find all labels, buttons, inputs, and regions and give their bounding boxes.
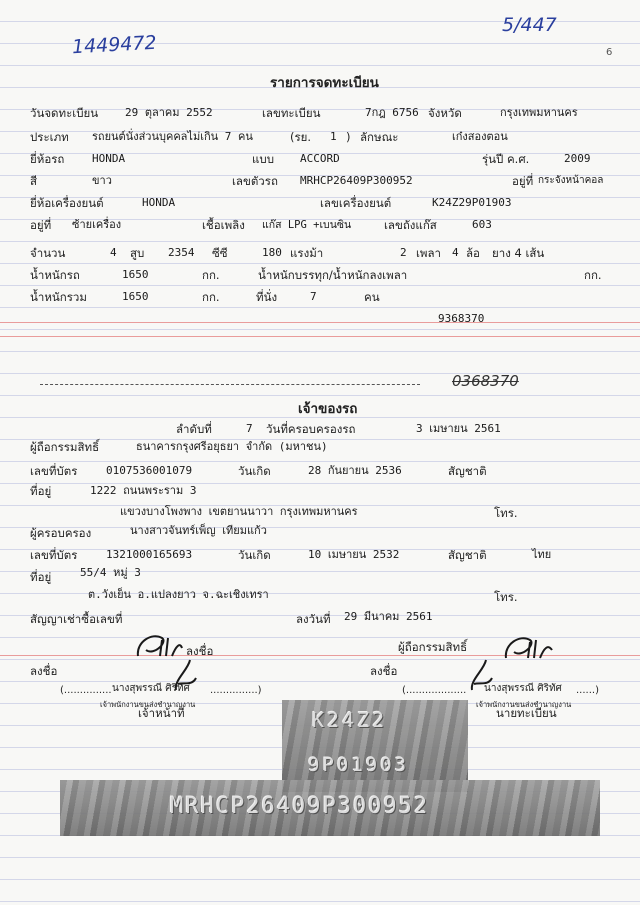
address2-label: ที่อยู่: [30, 570, 52, 584]
engine-no: K24Z29P01903: [432, 196, 512, 209]
seq: 7: [246, 422, 253, 435]
engine-brand: HONDA: [142, 196, 176, 209]
chassis-label: เลขตัวรถ: [232, 174, 278, 188]
red-rule: [0, 336, 640, 337]
possessor: นางสาวจันทร์เพ็ญ เทียมแก้ว: [130, 524, 267, 537]
count: 4: [110, 246, 117, 259]
possess-date: 3 เมษายน 2561: [416, 422, 501, 435]
wheels-label: ล้อ: [466, 246, 480, 260]
document-number: 9368370: [438, 312, 485, 325]
wheels: 4: [452, 246, 459, 259]
engine-no-label: เลขเครื่องยนต์: [320, 196, 392, 210]
rubbing-top-text: K24Z2: [312, 708, 388, 732]
type: รถยนต์นั่งส่วนบุคคลไม่เกิน 7 คน: [92, 130, 253, 143]
red-rule: [0, 322, 640, 323]
kg-unit-3: กก.: [202, 290, 220, 304]
id2-number: 1321000165693: [106, 548, 193, 561]
sign-label-1: ลงชื่อ: [186, 644, 214, 658]
total-weight: 1650: [122, 290, 149, 303]
address2-line-1: 55/4 หมู่ 3: [80, 566, 141, 579]
left-officer-name: นางสุพรรณี ศิริทัศ: [112, 683, 190, 694]
right-officer-caption: เจ้าพนักงานขนส่งชำนาญงาน: [476, 700, 572, 709]
sign-label-2: ลงชื่อ: [30, 664, 58, 678]
left-officer-caption: เจ้าพนักงานขนส่งชำนาญงาน: [100, 700, 196, 709]
tank: 603: [472, 218, 492, 231]
right-sig-paren-close: ......): [576, 685, 599, 696]
color-label: สี: [30, 174, 38, 188]
handwritten-ref: 5/447: [502, 14, 557, 36]
reg-date-label: วันจดทะเบียน: [30, 106, 99, 120]
dob: 28 กันยายน 2536: [308, 464, 402, 477]
rubbing-mid-text: 9P01903: [308, 754, 410, 776]
left-sig-paren-close: ...............): [210, 685, 262, 696]
id-label: เลขที่บัตร: [30, 464, 78, 478]
cc: 2354: [168, 246, 195, 259]
kg-unit: กก.: [202, 268, 220, 282]
load-label: น้ำหนักบรรทุก/น้ำหนักลงเพลา: [258, 268, 408, 282]
tank-label: เลขถังแก๊ส: [384, 218, 437, 232]
holder: ธนาคารกรุงศรีอยุธยา จำกัด (มหาชน): [136, 440, 328, 453]
seats-label: ที่นั่ง: [256, 290, 278, 304]
address2-line-2: ต.วังเย็น อ.แปลงยาว จ.ฉะเชิงเทรา: [88, 588, 269, 601]
cc-label: ซีซี: [212, 246, 228, 260]
dob2: 10 เมษายน 2532: [308, 548, 400, 561]
brand-label: ยี่ห้อรถ: [30, 152, 65, 166]
contract-label: สัญญาเช่าซื้อเลขที่: [30, 612, 123, 626]
right-officer-name: นางสุพรรณี ศิริทัศ: [484, 683, 562, 694]
possess-label: วันที่ครอบครองรถ: [266, 422, 356, 436]
chassis-number-rubbing: [60, 780, 600, 836]
holder-signature-image-2: [500, 628, 556, 668]
left-sig-paren: (...............: [60, 685, 112, 696]
year: 2009: [564, 152, 591, 165]
engine-brand-label: ยี่ห้อเครื่องยนต์: [30, 196, 104, 210]
separator: [40, 384, 420, 385]
id-number: 0107536001079: [106, 464, 193, 477]
tel2-label: โทร.: [494, 590, 518, 604]
address-line-2: แขวงบางโพงพาง เขตยานนาวา กรุงเทพมหานคร: [120, 505, 358, 518]
brand: HONDA: [92, 152, 126, 165]
location: กระจังหน้าคอล: [538, 175, 604, 186]
model: ACCORD: [300, 152, 340, 165]
total-label: น้ำหนักรวม: [30, 290, 87, 304]
location-label: อยู่ที่: [512, 174, 534, 188]
possessor-label: ผู้ครอบครอง: [30, 526, 92, 540]
model-label: แบบ: [252, 152, 275, 166]
address-label: ที่อยู่: [30, 484, 52, 498]
holder-label: ผู้ถือกรรมสิทธิ์: [30, 440, 100, 454]
contract-date: 29 มีนาคม 2561: [344, 610, 433, 623]
tel-label: โทร.: [494, 506, 518, 520]
province: กรุงเทพมหานคร: [500, 106, 578, 119]
seq-label: ลำดับที่: [176, 422, 212, 436]
engine-loc-label: อยู่ที่: [30, 218, 52, 232]
rs-label: (รย.: [290, 130, 312, 144]
handwritten-number: 1449472: [71, 31, 158, 59]
type-label: ประเภท: [30, 130, 69, 144]
nationality-label: สัญชาติ: [448, 464, 487, 478]
tires: ยาง 4 เส้น: [492, 246, 545, 260]
right-sig-paren: (...................: [402, 685, 467, 696]
contract-date-label: ลงวันที่: [296, 612, 331, 626]
struck-number: 0368370: [452, 372, 519, 390]
axle-label: เพลา: [416, 246, 442, 260]
year-label: รุ่นปี ค.ศ.: [482, 152, 530, 166]
address-line-1: 1222 ถนนพระราม 3: [90, 484, 197, 497]
color: ขาว: [92, 174, 112, 187]
owner-title: เจ้าของรถ: [298, 401, 358, 417]
nationality2-label: สัญชาติ: [448, 548, 487, 562]
engine-loc: ซ้ายเครื่อง: [72, 218, 122, 231]
fuel: แก๊ส LPG +เบนซิน: [262, 219, 352, 231]
right-officer-role: นายทะเบียน: [496, 706, 557, 720]
holder-sig-label: ผู้ถือกรรมสิทธิ์: [398, 640, 468, 654]
weight: 1650: [122, 268, 149, 281]
kg-unit-2: กก.: [584, 268, 602, 282]
plate-label: เลขทะเบียน: [262, 106, 321, 120]
plate: 7กฎ 6756: [365, 106, 419, 119]
axle: 2: [400, 246, 407, 259]
rubbing-bottom-text: MRHCP26409P300952: [170, 794, 430, 819]
left-officer-role: เจ้าหน้าที่: [138, 706, 185, 720]
page-number: 6: [606, 47, 613, 58]
nationality2: ไทย: [532, 548, 552, 561]
hp-label: แรงม้า: [290, 246, 324, 260]
province-label: จังหวัด: [428, 106, 462, 120]
style-label: ลักษณะ: [360, 130, 399, 144]
sign-label-3: ลงชื่อ: [370, 664, 398, 678]
rs-value: 1: [330, 130, 337, 143]
seats-unit: คน: [364, 290, 380, 304]
engine-number-rubbing: [282, 700, 468, 792]
weight-label: น้ำหนักรถ: [30, 268, 80, 282]
dob-label: วันเกิด: [238, 464, 271, 478]
seats: 7: [310, 290, 317, 303]
style: เก๋งสองตอน: [452, 130, 508, 143]
chassis: MRHCP26409P300952: [300, 174, 413, 187]
cyl-label: สูบ: [130, 246, 145, 260]
fuel-label: เชื้อเพลิง: [202, 218, 245, 232]
hp: 180: [262, 246, 282, 259]
id2-label: เลขที่บัตร: [30, 548, 78, 562]
dob2-label: วันเกิด: [238, 548, 271, 562]
count-label: จำนวน: [30, 246, 66, 260]
reg-date: 29 ตุลาคม 2552: [125, 106, 213, 119]
rs-close: ): [346, 130, 351, 144]
record-title: รายการจดทะเบียน: [270, 75, 379, 91]
